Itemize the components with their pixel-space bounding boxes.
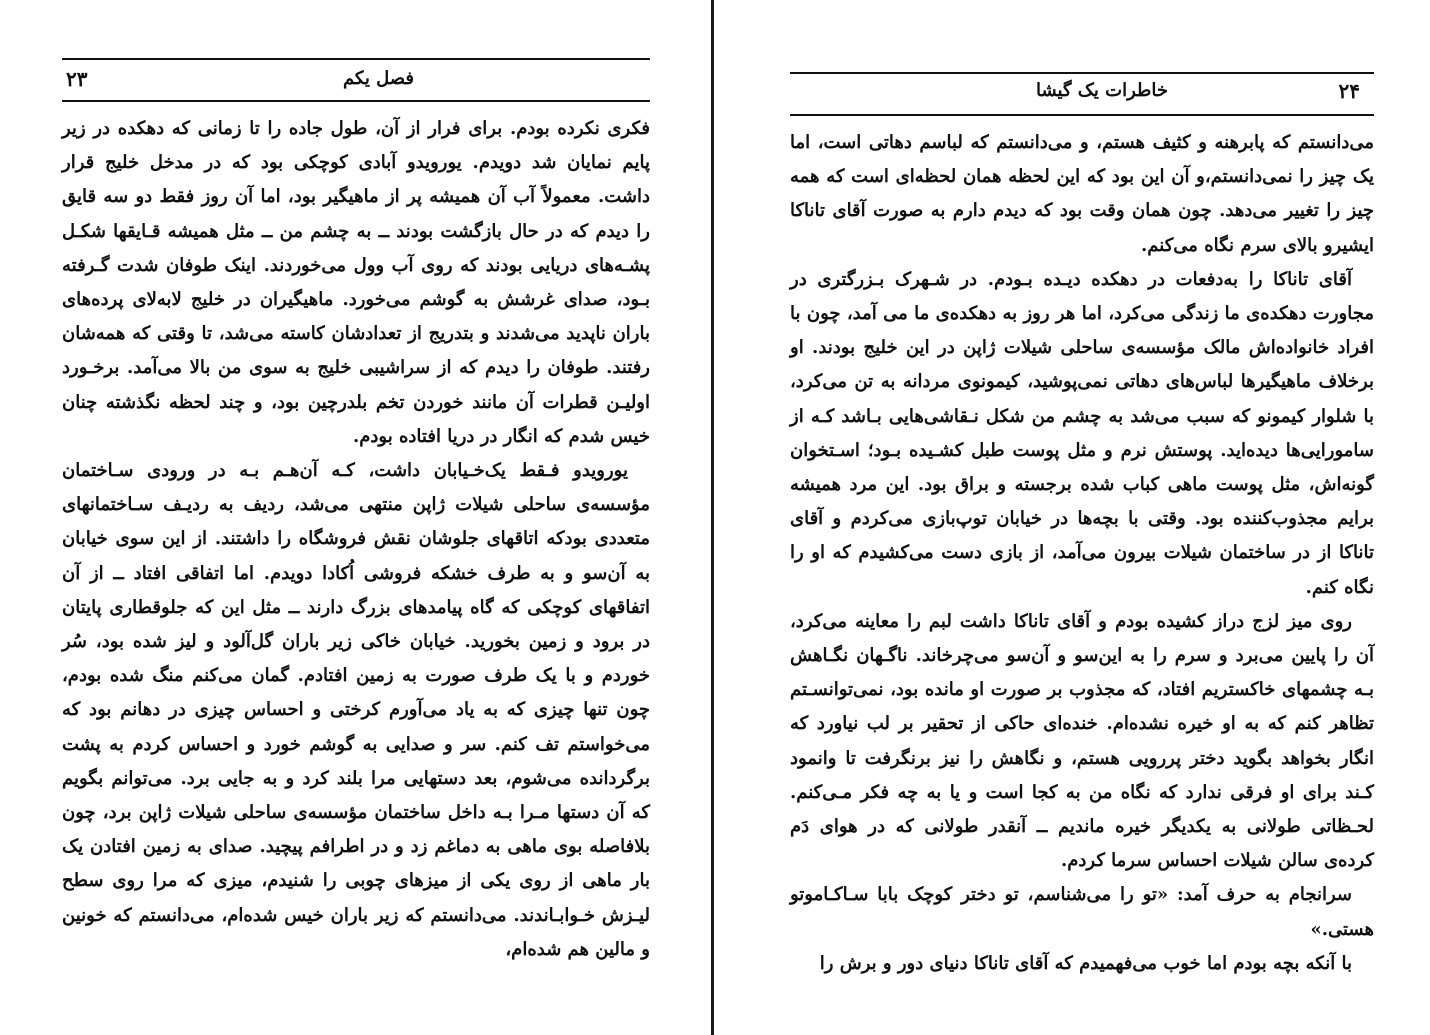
right-running-header [790, 76, 1374, 112]
left-page [0, 0, 712, 1035]
paragraph: با آنکه بچه بودم اما خوب می‌فهمیدم که آقای تاناکا دنیای دور و برش را [819, 952, 1352, 974]
paragraph: روی میز لزج دراز کشیده بودم و آقای تاناکا داشت لبم را معاینه می‌کرد، آن را پایین می‌برد و سرم را به این‌سو و آن‌سو می‌چرخاند. ناگـهان نگـاهش بـه چشمهای خاکستریم افتاد، که مجذوب بر صورت او مانده بود، نمی‌توانسـتم تظاهر کنم که به او خیره نشده‌ام. خنده‌ای حاکی از تحقیر بر لب نیاورد که انگار بخواهد بگوید دختر پررویی هستم، و نگاهش را نیز برنگرفت تا وانمود کـند برای او فرقی ندارد که نگاه من به کجا است و یا به چه فکر مـی‌کنم. لحـظاتی طولانی به یکدیگر خیره ماندیم ــ آنقدر طولانی که در هوای دَم کرده‌ی سالن شیلات احساس سرما کردم. [790, 610, 1374, 872]
left-body-text [62, 112, 650, 967]
paragraph: سرانجام به حرف آمد: «تو را می‌شناسم، تو دختر کوچک بابا سـاکـاموتو هستی.» [790, 884, 1374, 940]
right-header-bottom-rule [790, 114, 1374, 116]
page-number: ۲۴ [1338, 79, 1360, 103]
running-title: فصل یکم [342, 68, 414, 89]
left-header-top-rule [62, 58, 650, 60]
paragraph: می‌دانستم که پابرهنه و کثیف هستم، و می‌دانستم که لباسم دهاتی است، اما یک چیز را نمی‌دانستم،و آن این بود که این لحظه همان لحظه‌ای است که همه چیز را تغییر می‌دهد. چون همان وقت بود که دیدم دارم به صورت آقای تاناکا ایشیرو بالای سرم نگاه می‌کنم. [790, 132, 1374, 256]
right-header-top-rule [790, 72, 1374, 74]
paragraph: فکری نکرده بودم. برای فرار از آن، طول جاده را تا زمانی که دهکده در زیر پایم نمایان شد دویدم. یورویدو آبادی کوچکی بود که در مدخل خلیج قرار داشت. معمولاً آب آن همیشه پر از ماهیگیر بود، اما آن روز فقط دو سه قایق را دیدم که در حال بازگشت بودند ــ به چشم من ــ مثل همیشه قـایقها شکـل پشـه‌های دریایی بودند که روی آب وول می‌خوردند. اینک طوفان شدت گـرفته بـود، صدای غرشش به گوشم می‌خورد. ماهیگیران در خلیج لابه‌لای پرده‌های باران ناپدید می‌شدند و بتدریج از تعدادشان کاسته می‌شد، تا وقتی که همه‌شان رفتند. طوفان را دیدم که از سراشیبی خلیج به سوی من بالا می‌آمد. برخـورد اولیـن قطرات آن مانند خوردن تخم بلدرچین بود، و چند لحظه نگذشته چنان خیس شدم که انگار در دریا افتاده بودم. [62, 118, 650, 447]
left-header-bottom-rule [62, 100, 650, 102]
right-body-text [790, 126, 1374, 981]
running-title: خاطرات یک گیشا [1035, 80, 1168, 101]
paragraph: آقای تاناکا را به‌دفعات در دهکده دیـده بـودم. در شـهرک بـزرگتری در مجاورت دهکده‌ی ما زندگی می‌کرد، اما هر روز به دهکده‌ی ما می آمد، چون با افراد خانواده‌اش مالک مؤسسه‌ی ساحلی شیلات ژاپن در این خلیج بودند. او برخلاف ماهیگیرها لباس‌های دهاتی نمی‌پوشید، کیمونوی مردانه به تن می‌کرد، با شلوار کیمونو که سبب می‌شد به چشم من شکل نـقاشی‌هایی بـاشد کـه از سامورایی‌ها دیده‌اید. پوستش نرم و مثل پوست طبل کشـیده بـود؛ اسـتخوان گونه‌اش، مثل پوست ماهی کباب شده برجسته و براق بود. این مرد همیشه برایم مجذوب‌کننده بود. وقتی با بچه‌ها در خیابان توپ‌بازی می‌کردم و آقای تاناکا از در ساختمان شیلات بیرون می‌آمد، از بازی دست می‌کشیدم که او را نگاه کنم. [790, 268, 1374, 598]
page-number: ۲۳ [66, 67, 88, 91]
left-running-header [62, 64, 650, 100]
paragraph: یورویدو فـقط یک‌خـیابان داشت، کـه آن‌هـم بـه در ورودی سـاختمان مؤسسه‌ی ساحلی شیلات ژاپن منتهی می‌شد، ردیف به ردیـف سـاختمانهای متعددی بودکه اتاقهای جلوشان نقش فروشگاه را داشتند. از این سوی خیابان به آن‌سو و به طرف خشکه فروشی اُکادا دویدم. اما اتفاقی افتاد ــ از آن اتفاقهای کوچکی که گاه پیامدهای بزرگ دارند ــ مثل این که جلوقطاری پایتان در برود و زمین بخورید. خیابان خاکی زیر باران گل‌آلود و لیز شده بود، سُر خوردم و با یک طرف صورت به زمین افتادم. گمان می‌کنم منگ شده بودم، چون تنها چیزی که به یاد می‌آورم کرختی و احساس چیزی در دهانم بود که می‌خواستم تف کنم. سر و صدایی به گوشم خورد و احساس کردم به پشت برگردانده می‌شوم، بعد دستهایی مرا بلند کرد و به جایی برد. می‌توانم بگویم که آن دستها مـرا بـه داخل ساختمان مؤسسه‌ی ساحلی شیلات ژاپن برد، چون بلافاصله بوی ماهی به دماغم زد و در اطرافم پیچید. صدای به زمین افتادن یک بار ماهی از روی یکی از میزهای چوبی را شنیدم، میزی که مرا روی سطح لیـزش خـوابـاندند. می‌دانستم که زیر باران خیس شده‌ام، می‌دانستم که خونین و مالین هم شده‌ام، [62, 460, 650, 960]
right-page [716, 0, 1430, 1035]
book-spine [711, 0, 714, 1035]
